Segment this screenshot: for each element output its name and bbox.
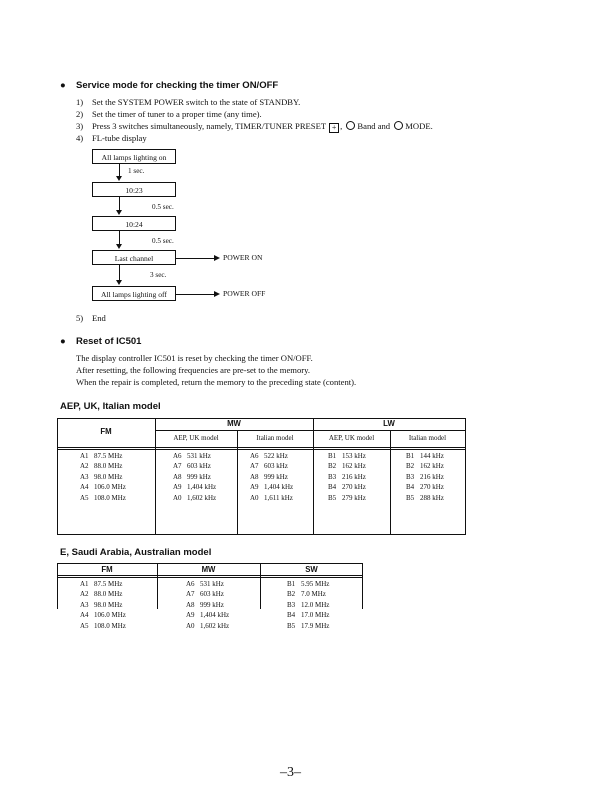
table1-header-mw: MW	[227, 419, 241, 428]
table2-title: E, Saudi Arabia, Australian model	[60, 547, 212, 558]
table-row: A8 999 kHz	[186, 600, 224, 609]
step-4: 4) FL-tube display	[76, 133, 147, 143]
table-row: B1 153 kHz	[328, 452, 366, 460]
circle-button-icon	[394, 121, 403, 130]
table-row: B1 5.95 MHz	[287, 580, 330, 588]
table-row: A0 1,611 kHz	[250, 493, 293, 502]
table-row: A9 1,404 kHz	[250, 483, 294, 492]
circle-button-icon	[346, 121, 355, 130]
table1-header-mw-aep: AEP, UK model	[173, 434, 219, 442]
flow-box-1023: 10:23	[92, 182, 176, 197]
reset-line-3: When the repair is completed, return the memory to the preceding state (content).	[76, 377, 357, 387]
table-row: B1 144 kHz	[406, 452, 444, 460]
interval-label: 0.5 sec.	[152, 203, 174, 211]
table-row: B2 162 kHz	[406, 462, 444, 471]
table1-lw-italian-column	[406, 451, 444, 503]
step-2: 2) Set the timer of tuner to a proper time (any time).	[76, 109, 262, 119]
table1-header-lw-italian: Italian model	[408, 434, 447, 442]
service-mode-title: Service mode for checking the timer ON/OFF	[76, 80, 279, 91]
table1-mw-aep-column	[173, 451, 216, 503]
table-row: B5 288 kHz	[406, 493, 444, 502]
table1-header-mw-italian: Italian model	[256, 434, 294, 442]
arrow-down-icon	[116, 210, 122, 215]
table-row: B3 216 kHz	[328, 472, 366, 481]
arrow-right-icon	[214, 291, 220, 297]
step-3: 3) Press 3 switches simultaneously, namely, TIMER/TUNER PRESET + , Band and MODE.	[76, 121, 433, 132]
table-row: B4 270 kHz	[406, 483, 444, 492]
flow-box-all-lamps-on: All lamps lighting on	[92, 149, 176, 164]
table1-header-lw-aep: AEP, UK model	[328, 434, 375, 442]
table-row: A0 1,602 kHz	[173, 493, 217, 502]
reset-heading	[60, 336, 141, 347]
table-row: A1 87.5 MHz	[80, 580, 123, 588]
service-mode-heading	[60, 80, 278, 91]
table-row: A3 98.0 MHz	[80, 472, 123, 481]
table-row: A5 108.0 MHz	[80, 493, 126, 502]
table-row: B5 279 kHz	[328, 493, 366, 502]
arrow-down-icon	[116, 176, 122, 181]
table-row: B2 7.0 MHz	[287, 590, 326, 599]
interval-label: 0.5 sec.	[152, 237, 174, 245]
arrow-down-icon	[116, 244, 122, 249]
table-row: A3 98.0 MHz	[80, 600, 123, 609]
table1-mw-italian-column	[250, 451, 293, 503]
table2-sw-column	[287, 579, 329, 631]
table2-mw-column	[186, 579, 229, 631]
flow-box-all-lamps-off: All lamps lighting off	[92, 286, 176, 301]
table2-header-fm: FM	[101, 565, 113, 574]
bullet-icon: ●	[60, 80, 66, 91]
table-row: B4 17.0 MHz	[287, 611, 330, 620]
table-row: A0 1,602 kHz	[186, 621, 230, 630]
table-row: B5 17.9 MHz	[287, 621, 330, 630]
table-row: B2 162 kHz	[328, 462, 366, 471]
interval-label: 1 sec.	[128, 167, 145, 175]
table-row: B3 12.0 MHz	[287, 600, 330, 609]
table-row: A2 88.0 MHz	[80, 462, 123, 471]
table-row: A7 603 kHz	[250, 462, 288, 471]
table-row: A8 999 kHz	[250, 472, 288, 481]
bullet-icon: ●	[60, 336, 66, 347]
table-row: A7 603 kHz	[186, 590, 224, 599]
page-number: –3–	[280, 765, 301, 780]
arrow-right-icon	[214, 255, 220, 261]
table-row: A2 88.0 MHz	[80, 590, 123, 599]
table1-lw-aep-column	[328, 451, 366, 503]
step-1: 1) Set the SYSTEM POWER switch to the state of STANDBY.	[76, 97, 301, 107]
table-row: A9 1,404 kHz	[173, 483, 217, 492]
table2-header-sw: SW	[305, 565, 318, 574]
table1-header-lw: LW	[383, 419, 395, 428]
table-row: A1 87.5 MHz	[80, 452, 123, 460]
table2-header-mw: MW	[201, 565, 216, 574]
table-row: A4 106.0 MHz	[80, 483, 126, 492]
table2-fm-column	[80, 579, 126, 631]
table-row: A9 1,404 kHz	[186, 611, 230, 620]
arrow-down-icon	[116, 280, 122, 285]
step-5: 5) End	[76, 313, 106, 323]
table1-header-fm: FM	[100, 427, 112, 436]
table-row: A5 108.0 MHz	[80, 621, 126, 630]
reset-line-1: The display controller IC501 is reset by checking the timer ON/OFF.	[76, 353, 313, 363]
flow-box-last-channel: Last channel	[92, 250, 176, 265]
power-on-label: POWER ON	[223, 253, 263, 262]
table-row: B4 270 kHz	[328, 483, 366, 492]
table-row: A6 531 kHz	[173, 452, 211, 460]
table-row: A6 531 kHz	[186, 580, 224, 588]
reset-line-2: After resetting, the following frequencies are pre-set to the memory.	[76, 365, 311, 375]
flow-box-1024: 10:24	[92, 216, 176, 231]
reset-title: Reset of IC501	[76, 336, 142, 347]
table-row: A7 603 kHz	[173, 462, 211, 471]
table-row: A8 999 kHz	[173, 472, 211, 481]
table-row: A6 522 kHz	[250, 452, 288, 460]
interval-label: 3 sec.	[150, 271, 167, 279]
power-off-label: POWER OFF	[223, 289, 266, 298]
table-row: A4 106.0 MHz	[80, 611, 126, 620]
table1-fm-column	[80, 451, 126, 503]
plus-key-icon: +	[329, 123, 339, 133]
table-row: B3 216 kHz	[406, 472, 444, 481]
table1-title: AEP, UK, Italian model	[60, 401, 161, 412]
